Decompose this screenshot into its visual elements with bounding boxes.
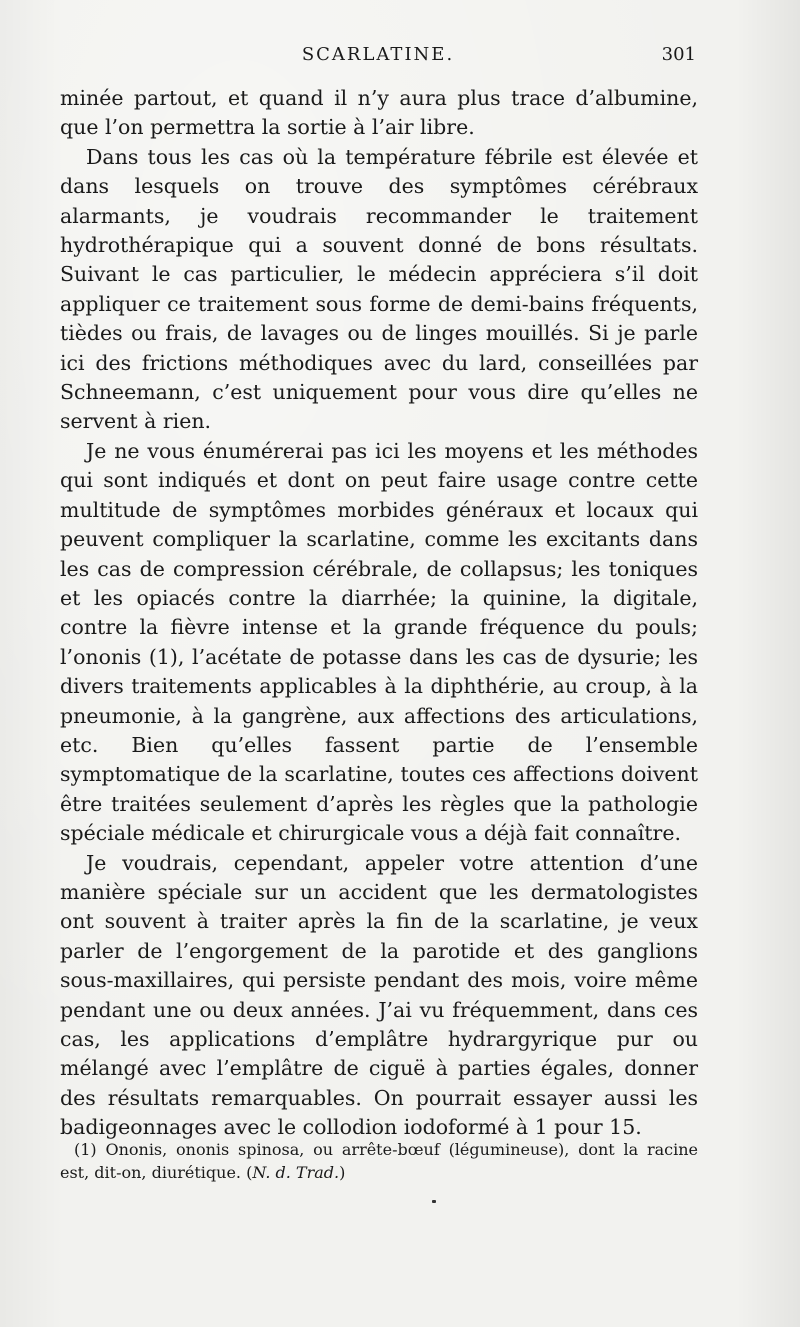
page-header [60,44,696,72]
running-title: SCARLATINE. [301,44,455,65]
footnote [60,1138,698,1184]
footnote-body: (1) Ononis, ononis spinosa, ou arrête-bœuf (légumineuse), dont la racine est, dit-on, diurétique. ( [60,1140,698,1182]
footnote-attribution: N. d. Trad. [252,1163,340,1182]
footnote-text [60,1138,698,1184]
footnote-closing: ) [339,1163,346,1182]
page-number: 301 [661,44,696,65]
paragraph-parotid-engorgement: Je voudrais, cependant, appeler votre attention d’une manière spéciale sur un accident que les dermatologistes ont souvent à traiter après la fin de la scarlatine, je veux parler de l’engorgement de la parotide et des ganglions sous-maxillaires, qui persiste pendant des mois, voire même pendant une ou deux années. J’ai vu fréquemment, dans ces cas, les applications d’emplâtre hydrargyrique pur ou mélangé avec l’emplâtre de ciguë à parties égales, donner des résultats remarquables. On pourrait essayer aussi les badigeonnages avec le collodion iodoformé à 1 pour 15. [60,850,698,1140]
print-mark [432,1200,436,1203]
paragraph-continuation: minée partout, et quand il n’y aura plus trace d’albumine, que l’on permettra la sortie à l’air libre. [60,86,698,140]
body-text [60,84,698,1143]
paragraph-symptom-treatments: Je ne vous énumérerai pas ici les moyens et les méthodes qui sont indiqués et dont on peut faire usage contre cette multitude de symptômes morbides généraux et locaux qui peuvent compliquer la scarlatine, comme les excitants dans les cas de compression cérébrale, de collapsus; les toniques et les opiacés contre la diarrhée; la quinine, la digitale, contre la fièvre intense et la grande fréquence du pouls; l’ononis (1), l’acétate de potasse dans les cas de dysurie; les divers traitements applicables à la diphthérie, au croup, à la pneumonie, à la gangrène, aux affections des articulations, etc. Bien qu’elles fassent partie de l’ensemble symptomatique de la scarlatine, toutes ces affections doivent être traitées seulement d’après les règles que la pathologie spéciale médicale et chirurgicale vous a déjà fait connaître. [60,438,698,846]
paragraph-hydrotherapy: Dans tous les cas où la température fébrile est élevée et dans lesquels on trouve des symptômes cérébraux alarmants, je voudrais recommander le traitement hydrothérapique qui a souvent donné de bons résultats. Suivant le cas particulier, le médecin appréciera s’il doit appliquer ce traitement sous forme de demi-bains fréquents, tièdes ou frais, de lavages ou de linges mouillés. Si je parle ici des frictions méthodiques avec du lard, conseillées par Schneemann, c’est uniquement pour vous dire qu’elles ne servent à rien. [60,144,698,434]
